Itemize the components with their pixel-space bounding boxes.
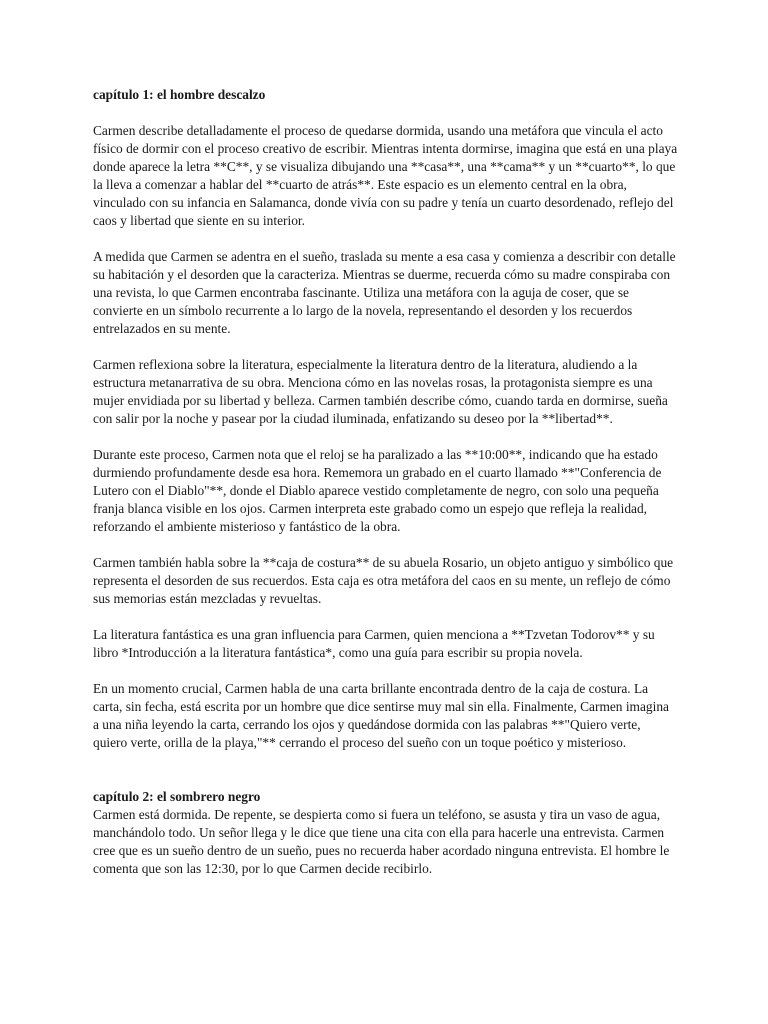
chapter-1-paragraph-1: Carmen describe detalladamente el proceso de quedarse dormida, usando una metáfora que vincula el acto físico de dormir con el proceso creativo de escribir. Mientras intenta dormirse, imagina que está en una playa donde aparece la letra **C**, y se visualiza dibujando una **casa**, una **cama** y un **cuarto**, lo que la lleva a comenzar a hablar del **cuarto de atrás**. Este espacio es un elemento central en la obra, vinculado con su infancia en Salamanca, donde vivía con su padre y tenía un cuarto desordenado, reflejo del caos y libertad que siente en su interior. [93,123,678,228]
chapter-1-heading: capítulo 1: el hombre descalzo [93,87,266,102]
chapter-1-paragraph-2: A medida que Carmen se adentra en el sueño, traslada su mente a esa casa y comienza a describir con detalle su habitación y el desorden que la caracteriza. Mientras se duerme, recuerda cómo su madre conspiraba con una revista, lo que Carmen encontraba fascinante. Utiliza una metáfora con la aguja de coser, que se convierte en un símbolo recurrente a lo largo de la novela, representando el desorden y los recuerdos entrelazados en su mente. [93,249,676,336]
chapter-1-paragraph-3: Carmen reflexiona sobre la literatura, especialmente la literatura dentro de la literatura, aludiendo a la estructura metanarrativa de su obra. Menciona cómo en las novelas rosas, la protagonista siempre es una mujer envidiada por su libertad y belleza. Carmen también describe cómo, cuando tarda en dormirse, sueña con salir por la noche y pasear por la ciudad iluminada, enfatizando su deseo por la **libertad**. [93,357,668,426]
chapter-1-paragraph-7: En un momento crucial, Carmen habla de una carta brillante encontrada dentro de la caja de costura. La carta, sin fecha, está escrita por un hombre que dice sentirse muy mal sin ella. Finalmente, Carmen imagina a una niña leyendo la carta, cerrando los ojos y quedándose dormida con las palabras **"Quiero verte, quiero verte, orilla de la playa,"** cerrando el proceso del sueño con un toque poético y misterioso. [93,681,669,750]
chapter-1-paragraph-6: La literatura fantástica es una gran influencia para Carmen, quien menciona a **Tzvetan Todorov** y su libro *Introducción a la literatura fantástica*, como una guía para escribir su propia novela. [93,627,655,660]
chapter-2-paragraph-1: Carmen está dormida. De repente, se despierta como si fuera un teléfono, se asusta y tira un vaso de agua, manchándolo todo. Un señor llega y le dice que tiene una cita con ella para hacerle una entrevista. Carmen cree que es un sueño dentro de un sueño, pues no recuerda haber acordado ninguna entrevista. El hombre le comenta que son las 12:30, por lo que Carmen decide recibirlo. [93,807,670,876]
chapter-2-heading: capítulo 2: el sombrero negro [93,789,261,804]
document-page [93,86,678,896]
chapter-1-paragraph-4: Durante este proceso, Carmen nota que el reloj se ha paralizado a las **10:00**, indicando que ha estado durmiendo profundamente desde esa hora. Rememora un grabado en el cuarto llamado **"Conferencia de Lutero con el Diablo"**, donde el Diablo aparece vestido completamente de negro, con solo una pequeña franja blanca visible en los ojos. Carmen interpreta este grabado como un espejo que refleja la realidad, reforzando el ambiente misterioso y fantástico de la obra. [93,447,662,534]
section-spacer [93,770,678,788]
chapter-1-paragraph-5: Carmen también habla sobre la **caja de costura** de su abuela Rosario, un objeto antiguo y simbólico que representa el desorden de sus recuerdos. Esta caja es otra metáfora del caos en su mente, un reflejo de cómo sus memorias están mezcladas y revueltas. [93,555,674,606]
